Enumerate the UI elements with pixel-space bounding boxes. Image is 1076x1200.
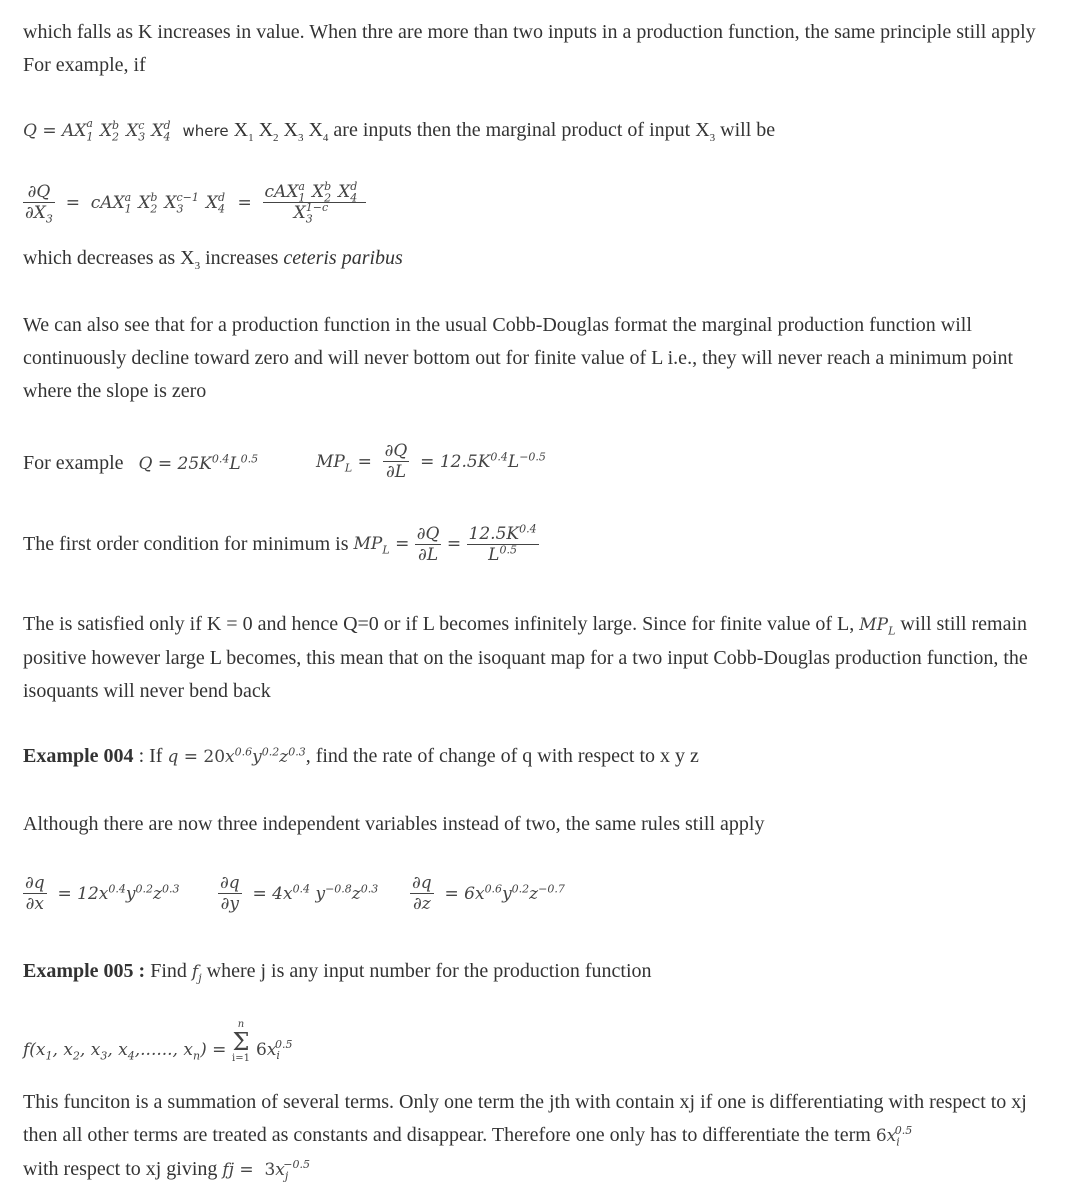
cobb-douglas-four-input-line [23,119,775,142]
formula-mpl: $MP_L$ = $\frac{\partial Q}{\partial L}$ = $12.5K^{0.4}L^{-0.5}$ [316,441,546,482]
mpl-inline: $MP_L$ [859,615,896,638]
ceteris-paribus: ceteris paribus [283,247,403,269]
f-sub-j: $f_j$ [191,962,202,985]
example-005-label: Example 005 : [23,960,146,982]
for-example-label: For example [23,452,124,474]
example-q-line [23,452,258,475]
decreases-line [23,247,403,270]
paragraph-summation [23,1086,1053,1187]
first-order-condition-line [23,524,539,565]
summation-term: $6x_i^{0.5}$ [256,1038,293,1063]
where-word: where [182,122,229,140]
example-005-text1: Find [150,960,187,982]
input-x3-b: $X_3$ [180,247,201,272]
paragraph-three-variables: Although there are now three independent variables instead of two, the same rules still apply [23,813,765,835]
partial-q-over-x3: $\frac{\partial Q}{\partial X_3}$ [25,182,53,226]
fraction-cax-over-x3: $\frac{cAX_1^a X_2^b X_4^d}{X_3^{1-c}}$ [263,182,367,223]
inputs-text: are inputs then the marginal product of input [333,119,691,141]
increases-word: increases [205,247,279,269]
example-004-line [23,745,699,768]
marginal-product-x3-formula: $\frac{\partial Q}{\partial X_3}$ = cAX$_1^a$ $X_2^b$ $X_3^{c-1}$ $X_4^d$ = $\frac{cAX_1^a X_2^b X_4^d}{X_3^{1-c}}$ [23,182,366,223]
example-004-sep: : If [133,745,163,767]
partial-q-wrt-y: $\frac{\partial q}{\partial y}$ = $4x^{0.4}$ $y^{-0.8}z^{0.3}$ [220,873,379,914]
summation-function: $f(x_1$, $x_2$, $x_3$, $x_4$,......, $x_n$) = [23,1040,227,1063]
paragraph-cobb-douglas-decline: We can also see that for a production function in the usual Cobb-Douglas format the marginal production function will continuously decline toward zero and will never bottom out for finite value of L i.e., they will never reach a minimum point where the slope is zero [23,314,1014,402]
term-6x: $6x_i^{0.5}$ [875,1124,913,1149]
formula-q-20: $q = 20x^{0.6}y^{0.2}z^{0.3}$ [167,745,306,767]
example-004-label: Example 004 [23,745,134,767]
input-x3: $X_3$ [695,119,716,144]
partial-q-wrt-x: $\frac{\partial q}{\partial x}$ = $12x^{0.4}y^{0.2}z^{0.3}$ [25,873,180,914]
decreases-prefix: which decreases as [23,247,176,269]
satisfied-text-b: will still remain positive however large L becomes, this mean that on the isoquant map for a two input Cobb-Douglas production function, the isoquants will never bend back [23,613,1028,702]
result-fj: fj = $3x_j^{-0.5}$ [222,1158,311,1183]
will-be-text: will be [720,119,776,141]
example-005-text2: where j is any input number for the production function [206,960,652,982]
formula-foc: $MP_L$ = $\frac{\partial Q}{\partial L}$ = $\frac{12.5K^{0.4}}{L^{0.5}}$ [353,522,537,565]
summation-text-b: with respect to xj giving [23,1158,218,1180]
formula-q-four-inputs: $Q = AX_1^a$ $X_2^b$ $X_3^c$ $X_4^d$ [23,117,171,144]
summation-text-a: This funciton is a summation of several terms. Only one term the jth with contain xj if one is differentiating with respect to xj then all other terms are treated as constants and disappear. Therefore one only has to differentiate the term [23,1091,1027,1146]
formula-q-25: $Q = 25K^{0.4}L^{0.5}$ [138,452,259,474]
partial-q-wrt-z: $\frac{\partial q}{\partial z}$ = $6x^{0.6}y^{0.2}z^{-0.7}$ [412,873,565,914]
satisfied-text-a: The is satisfied only if K = 0 and hence Q=0 or if L becomes infinitely large. Since for finite value of L, [23,613,855,635]
input-variables: $X_1$ $X_2$ $X_3$ $X_4$ [233,119,329,144]
example-005-line [23,960,652,983]
foc-label: The first order condition for minimum is [23,533,349,555]
partial-q-over-l: $\frac{\partial Q}{\partial L}$ [384,441,408,482]
paragraph-intro: which falls as K increases in value. When thre are more than two inputs in a production function, the same principle still apply For example, if [23,21,1036,76]
example-004-rest: , find the rate of change of q with respect to x y z [305,745,699,767]
paragraph-satisfied [23,608,1053,708]
summation-sign: n Σ i=1 [232,1019,250,1064]
